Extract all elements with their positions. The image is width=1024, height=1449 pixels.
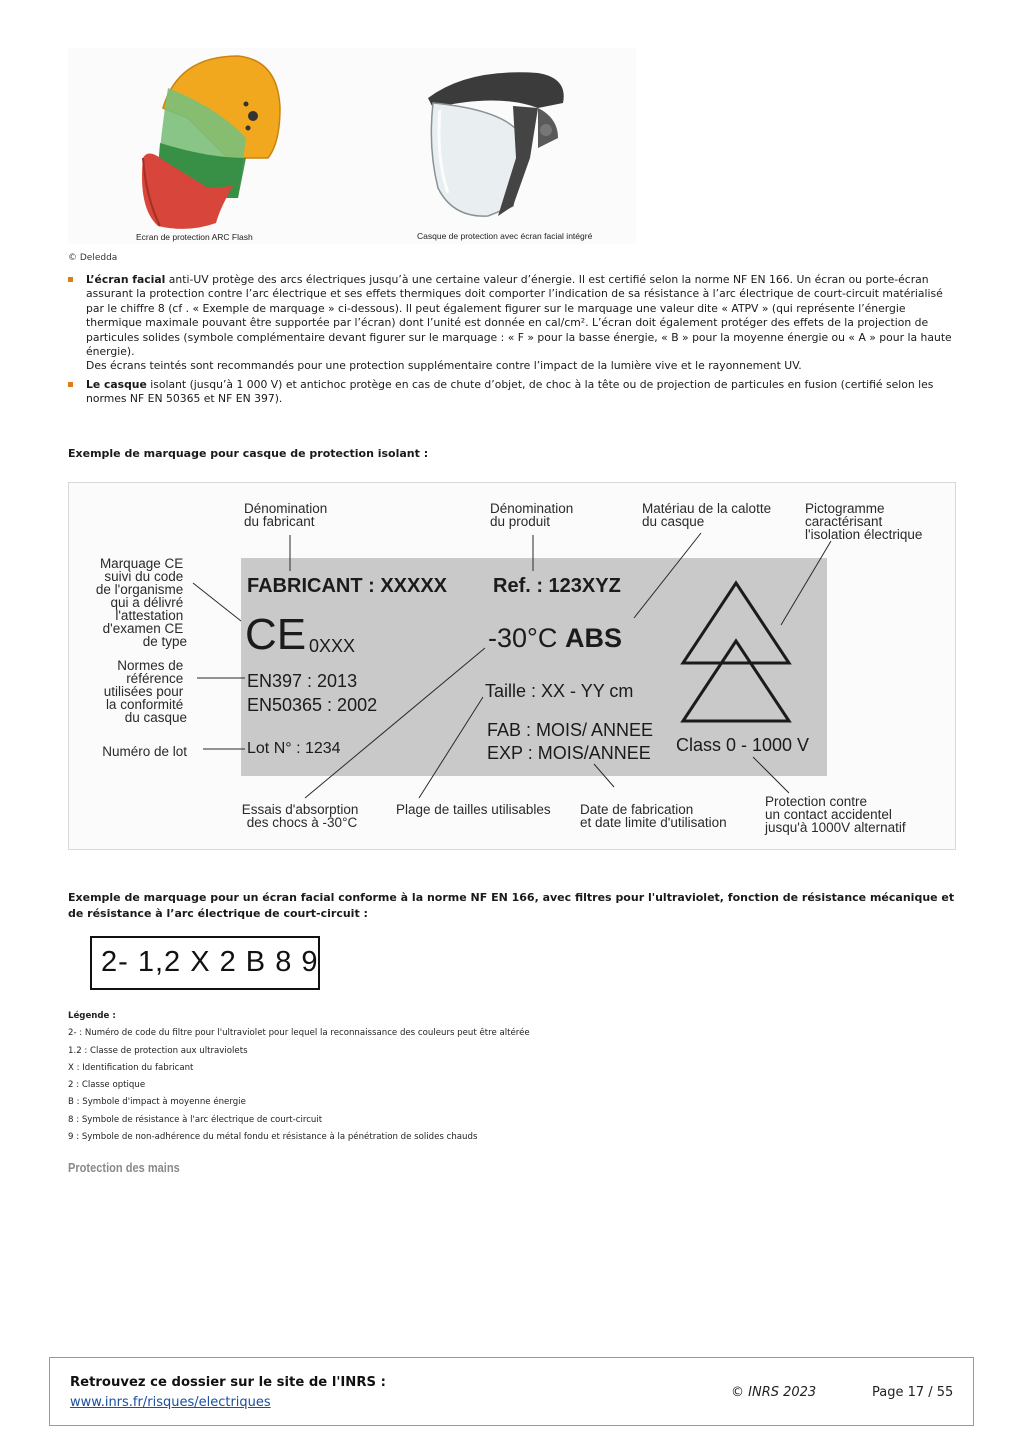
label-size-range: Plage de tailles utilisables <box>396 802 551 817</box>
bullet-square-icon <box>68 277 73 282</box>
bullet-ecran-facial <box>68 273 958 374</box>
ecran-marking-code: 2- 1,2 X 2 B 8 9 <box>101 946 319 978</box>
right-photo-caption: Casque de protection avec écran facial intégré <box>417 231 593 241</box>
legend-item: X : Identification du fabricant <box>68 1062 194 1073</box>
footer-copyright: © INRS 2023 <box>731 1385 817 1400</box>
helmet-visor-image <box>428 72 564 216</box>
footer-link[interactable]: www.inrs.fr/risques/electriques <box>70 1395 271 1410</box>
legend-item: 2 : Classe optique <box>68 1080 146 1091</box>
ce-mark: CE <box>245 610 307 659</box>
label-lot-number: Numéro de lot <box>102 744 187 759</box>
legend-item: 9 : Symbole de non-adhérence du métal fondu et résistance à la pénétration de solides chauds <box>68 1132 478 1143</box>
label-manufacturer-name: Dénomination du fabricant <box>244 501 328 529</box>
label-shock-tests: Essais d'absorption des chocs à -30°C <box>241 802 359 830</box>
photo-credit: © Deledda <box>68 253 118 263</box>
label-ce-marking: Marquage CE suivi du code de l'organisme qui a délivré l'attestation d'examen CE de type <box>95 556 187 649</box>
label-protection: Protection contre un contact accidentel jusqu'à 1000V alternatif <box>765 794 906 835</box>
section-heading-protection-mains: Protection des mains <box>68 1160 180 1175</box>
legend-item: 8 : Symbole de résistance à l'arc électrique de court-circuit <box>68 1114 323 1125</box>
legend <box>68 1008 530 1146</box>
ecran-marking-title: Exemple de marquage pour un écran facial conforme à la norme NF EN 166, avec filtres pour l'ultraviolet, fonction de résistance mécanique et de résistance à l’arc électrique de court-circuit : <box>68 891 955 920</box>
plate-material: ABS <box>565 623 623 653</box>
plate-size: Taille : XX - YY cm <box>485 681 634 701</box>
bullet-square-icon <box>68 382 73 387</box>
label-dates: Date de fabrication et date limite d'utilisation <box>580 802 727 830</box>
bullet-term: L’écran facial <box>86 273 166 286</box>
bullet-text: isolant (jusqu’à 1 000 V) et antichoc protège en cas de chute d’objet, de choc à la tête ou de projection de particules en fusion (certifié selon les normes NF EN 50365 et NF EN 397). <box>86 377 934 406</box>
label-shell-material: Matériau de la calotte du casque <box>642 501 772 529</box>
helmet-marking-title: Exemple de marquage pour casque de protection isolant : <box>68 447 429 460</box>
ecran-marking-box <box>90 936 320 990</box>
legend-item: 2- : Numéro de code du filtre pour l'ultraviolet pour lequel la reconnaissance des couleurs peut être altérée <box>68 1028 530 1039</box>
bullet-term: Le casque <box>86 377 147 391</box>
helmet-marking-svg <box>69 483 955 849</box>
plate-manufacturer: FABRICANT : XXXXX <box>247 575 448 597</box>
product-photos <box>68 48 636 244</box>
legend-title: Légende : <box>68 1011 116 1021</box>
plate-exp: EXP : MOIS/ANNEE <box>487 743 651 763</box>
label-product-name: Dénomination du produit <box>490 501 574 529</box>
label-pictogram: Pictogramme caractérisant l'isolation électrique <box>805 501 923 542</box>
plate-temp: -30°C <box>488 623 558 653</box>
bullet-text-extra: Des écrans teintés sont recommandés pour une protection supplémentaire contre l’impact de la lumière vive et le rayonnement UV. <box>86 359 802 373</box>
plate-norm2: EN50365 : 2002 <box>247 695 378 715</box>
legend-item: B : Symbole d'impact à moyenne énergie <box>68 1097 246 1108</box>
footer-title: Retrouvez ce dossier sur le site de l'INRS : <box>70 1375 386 1390</box>
plate-lot: Lot N° : 1234 <box>247 740 341 757</box>
plate-norm1: EN397 : 2013 <box>247 671 358 691</box>
bullet-text: anti-UV protège des arcs électriques jusqu’à une certaine valeur d’énergie. Il est certifié selon la norme NF EN 166. Un écran ou porte-écran assurant la protection contre l’arc électrique et ses effets thermiques doit comporter l’indication de sa résistance à l’arc électrique de court-circuit matérialisé par le chiffre 8 (cf . « Exemple de marquage » ci-dessous). Il peut également figurer sur le marquage une valeur dite « ATPV » (qui représente l’énergie thermique maximale pouvant être supportée par l’écran) dont l’unité est donnée en cal/cm². L’écran doit également protéger des effets de la projection de particules solides (symbole complémentaire devant figurer sur le marquage : « F » pour la basse énergie, « B » pour la moyenne énergie ou « A » pour la haute énergie). <box>86 273 952 359</box>
plate-fab: FAB : MOIS/ ANNEE <box>487 720 654 740</box>
arc-flash-screen-image <box>142 56 280 229</box>
photos-illustration <box>68 48 636 244</box>
page-number: Page 17 / 55 <box>872 1385 954 1400</box>
plate-ref: Ref. : 123XYZ <box>493 575 621 597</box>
left-photo-caption: Ecran de protection ARC Flash <box>136 232 253 242</box>
helmet-marking-diagram <box>68 482 956 850</box>
legend-item: 1.2 : Classe de protection aux ultraviolets <box>68 1045 248 1056</box>
page-footer <box>49 1357 974 1426</box>
plate-class: Class 0 - 1000 V <box>676 735 810 755</box>
plate-ce-code: 0XXX <box>309 636 356 656</box>
bullet-list <box>68 273 958 411</box>
label-reference-norms: Normes de référence utilisées pour la conformité du casque <box>103 658 187 725</box>
bullet-casque <box>68 378 958 407</box>
